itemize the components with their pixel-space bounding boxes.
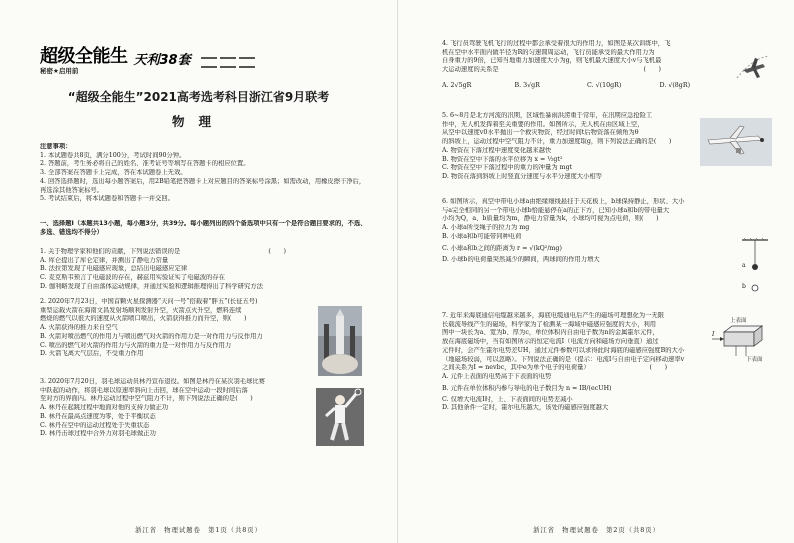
notice-item: 3. 全部答案在答题卡上完成，答在本试题卷上无效。 xyxy=(40,169,187,177)
subject-title: 物理 xyxy=(171,114,225,129)
page-footer: 浙江省 物理试题卷 第1页（共8页） xyxy=(135,527,262,534)
question-stem: 大运动速度的关系是 ( ) xyxy=(442,66,662,74)
question-stem: 4. 飞行员驾驶飞机飞行的过程中都会承受着很大的作用力，如图是某次训练中，飞 xyxy=(442,40,671,47)
question-options xyxy=(442,81,732,90)
hall-element-diagram xyxy=(710,316,772,364)
section-1-heading: 一、选择题Ⅰ（本题共13小题，每小题3分，共39分。每小题列出的四个备选项中只有一个是符合题目要求的，不选、多选、错选均不得分） xyxy=(40,220,367,236)
question-stem: 小均为Q，a、b质量均为m，静电力常量为k，小球均可视为点电荷，则( ) xyxy=(442,215,659,223)
question-option: D. 小球b的电荷量突然减少的瞬间，两球间的作用力增大 xyxy=(442,255,600,263)
page-2 xyxy=(397,0,794,543)
question-stem: 1. 关于物理学家和他们的贡献，下列说法错误的是 ( ) xyxy=(40,248,286,255)
question-stem: 燃烧的燃气以很大的速度从火箭喷口喷出，火箭获得推力而升空，则( ) xyxy=(40,315,247,323)
drone-image xyxy=(700,118,772,166)
brand-logo: 超级全能生 xyxy=(40,46,128,67)
question-stem: （地磁场较弱，可以忽略）。下列说法正确的是（提示：电流I与自由电子定向移动速率v xyxy=(442,355,685,363)
notice-item: 2. 答题前，考生务必将自己的姓名、准考证号等填写在答题卡的相应位置。 xyxy=(40,160,250,168)
current-label: I xyxy=(712,331,715,338)
question-stem: 作中，无人机发挥着至关重要的作用。如图所示，无人机在由区域上空， xyxy=(442,120,644,128)
notice-item: 4. 回答选择题时，选出每小题答案后，用2B铅笔把答题卡上对应题目的答案标号涂黑；如需改动，用橡皮擦干净后，再选涂其他答案标号。 xyxy=(40,177,366,194)
question-option: A. 小球a所受绳子的拉力为 mg xyxy=(442,224,530,232)
question-stem: 元件时，会产生霍尔电势差UH，通过元件参数可以求得此时海底的磁感应强度B的大小 xyxy=(442,346,685,354)
question-option: A. 元件上表面的电势高于下表面的电势 xyxy=(442,372,552,380)
question-7 xyxy=(442,312,704,413)
header-logo xyxy=(40,42,255,68)
ball-b-label: b xyxy=(742,283,746,290)
question-stem: 2. 2020年7月23日，中国首颗火星探测器“天问一号”搭载着“胖五”(长征五号) xyxy=(40,298,258,305)
question-option: C. 林丹在空中的运动过程处于失重状态 xyxy=(40,421,150,429)
brand-sub-logo: 天利38套 xyxy=(133,53,191,68)
question-5 xyxy=(442,112,692,182)
question-stem: 与a完全相同的另一个带电小球b恰能悬停在a的正下方，已知小球a和b的带电量大 xyxy=(442,206,670,214)
question-stem: 机在空中水平面内做半径为R的匀速圆周运动，飞行员能承受的最大作用力为 xyxy=(442,48,655,56)
question-option: B. 3√gR xyxy=(514,81,540,89)
airplane-image xyxy=(733,48,773,88)
question-stem: 至对方的界面内。林丹运动过程中空气阻力不计，则下列说法正确的是( ) xyxy=(40,395,253,403)
question-option: B. 物资在空中下落的水平位移为 x = ½gt² xyxy=(442,155,563,163)
question-option: B. 小球a和b可能带同种电荷 xyxy=(442,232,522,240)
notice-item: 5. 考试结束后，将本试题卷和答题卡一并交回。 xyxy=(40,195,174,203)
question-option: B. 林丹在最高点速度为零，处于平衡状态 xyxy=(40,412,156,420)
question-option: C. √(10gR) xyxy=(587,81,622,89)
question-stem: 从空中以速度v0水平抛出一个救灾物资，经过时间t后物资落在倾角为θ xyxy=(442,129,639,137)
secret-label: 秘密★启用前 xyxy=(40,67,79,75)
question-3 xyxy=(40,378,330,439)
question-option: D. 火箭飞离大气层后，不受重力作用 xyxy=(40,350,144,358)
brand-decoration-icon xyxy=(201,57,255,68)
question-option: A. 物资在下落过程中速度变化越来越快 xyxy=(442,146,552,154)
upper-surface-label: 上表面 xyxy=(730,318,747,324)
question-stem: 长载流导线产生的磁场，科学家为了检测某一海域中磁感应强度的大小，利用 xyxy=(442,320,657,328)
lower-surface-label: 下表面 xyxy=(746,357,763,363)
question-option: C. 喷出的燃气对火箭的作用力与火箭的重力是一对作用力与反作用力 xyxy=(40,341,232,349)
question-option: C. 仅增大电流I时，上、下表面间的电势差减小 xyxy=(442,395,573,403)
question-stem: 中跃起的动作，将羽毛球以原速率斜向上击回，球在空中运动一段时间后落 xyxy=(40,386,248,394)
question-option: D. √(8gR) xyxy=(659,81,691,89)
question-option: A. 火箭获得的推力来自空气 xyxy=(40,324,118,332)
charged-balls-diagram xyxy=(740,238,770,298)
question-4 xyxy=(442,40,732,90)
question-option: D. 伽利略发现了自由落体运动规律，并通过实验和逻辑推理得出了科学研究方法 xyxy=(40,282,263,290)
question-stem: 的斜坡上，运动过程中空气阻力不计，重力加速度取g，则下列说法正确的是( ) xyxy=(442,138,672,146)
question-option: A. 林丹在起跳过程中地面对他的支持力做正功 xyxy=(40,404,169,412)
question-option: B. 元件在单位体积内参与导电的电子数目为 n = IB/(ecUH) xyxy=(442,384,612,392)
question-option: B. 法拉第发现了电磁感应现象，总结出电磁感应定律 xyxy=(40,265,188,273)
notice-heading: 注意事项： xyxy=(40,143,72,150)
section-heading xyxy=(40,220,370,237)
exam-title: “超级全能生”2021高考选考科目浙江省9月联考 xyxy=(67,90,330,104)
notice-item: 1. 本试题卷共8页，满分100分，考试时间90分钟。 xyxy=(40,151,186,159)
rocket-launch-image xyxy=(318,306,362,376)
notice-block xyxy=(40,143,370,204)
question-stem: 5. 6~8月是北方河流的汛期，区域性暴雨洪涝重于常年，在汛期应急抢险工 xyxy=(442,112,653,119)
question-stem: 7. 近年来海底通信电缆越来越多，海底电缆通电后产生的磁场可理想化为一无限 xyxy=(442,312,665,319)
question-option: C. 麦克斯韦预言了电磁波的存在，赫兹用实验证实了电磁波的存在 xyxy=(40,274,225,282)
question-1 xyxy=(40,248,370,292)
question-option: D. 林丹击球过程中合外力对羽毛球做正功 xyxy=(40,430,156,438)
question-2 xyxy=(40,298,310,359)
question-stem: 自身重力的9倍，已知当地重力加速度大小为g，则飞机最大速度大小v与飞机最 xyxy=(442,57,662,65)
question-option: D. 物资在落到斜坡上时竖直分速度与水平分速度大小相等 xyxy=(442,172,602,180)
question-option: A. 库仑提出了库仑定律，并测出了静电力常量 xyxy=(40,256,169,264)
question-stem: 6. 如图所示，真空中带电小球a由绝缘细线悬挂于天花板上，b球保持静止，形状、大小 xyxy=(442,198,685,205)
question-option: B. 火箭对喷出燃气的作用力与喷出燃气对火箭的作用力是一对作用力与反作用力 xyxy=(40,332,263,340)
page-footer: 浙江省 物理试题卷 第2页（共8页） xyxy=(533,527,660,534)
ball-a-label: a xyxy=(742,262,746,269)
badminton-player-image xyxy=(316,388,364,446)
question-stem: 图中一块长为a、宽为b、厚为c，单位体积内自由电子数为n的金属霍尔元件， xyxy=(442,329,659,337)
question-stem: 3. 2020年7月20日，羽毛球运动员林丹宣布退役。如图是林丹在某次羽毛球比赛 xyxy=(40,378,265,385)
question-option: A. 2√5gR xyxy=(442,81,472,89)
question-option: C. 小球a和b之间的距离为 r = √(kQ²/mg) xyxy=(442,244,562,252)
question-6 xyxy=(442,198,712,264)
question-stem: 重型运载火箭在海南文昌发射场顺利发射升空，火箭点火升空，燃料连续 xyxy=(40,306,242,314)
question-stem: 之间关系为I = nevbc，其中e为单个电子的电荷量） ( ) xyxy=(442,364,668,372)
question-option: C. 物资在空中下落过程中的重力的冲量为 mgt xyxy=(442,164,573,172)
question-stem: 放在海底磁场中，当有如图所示的恒定电流I（电流方向和磁场方向垂直）通过 xyxy=(442,338,659,346)
question-option: D. 其他条件一定时，霍尔电压越大，该处的磁感应强度越大 xyxy=(442,404,609,412)
